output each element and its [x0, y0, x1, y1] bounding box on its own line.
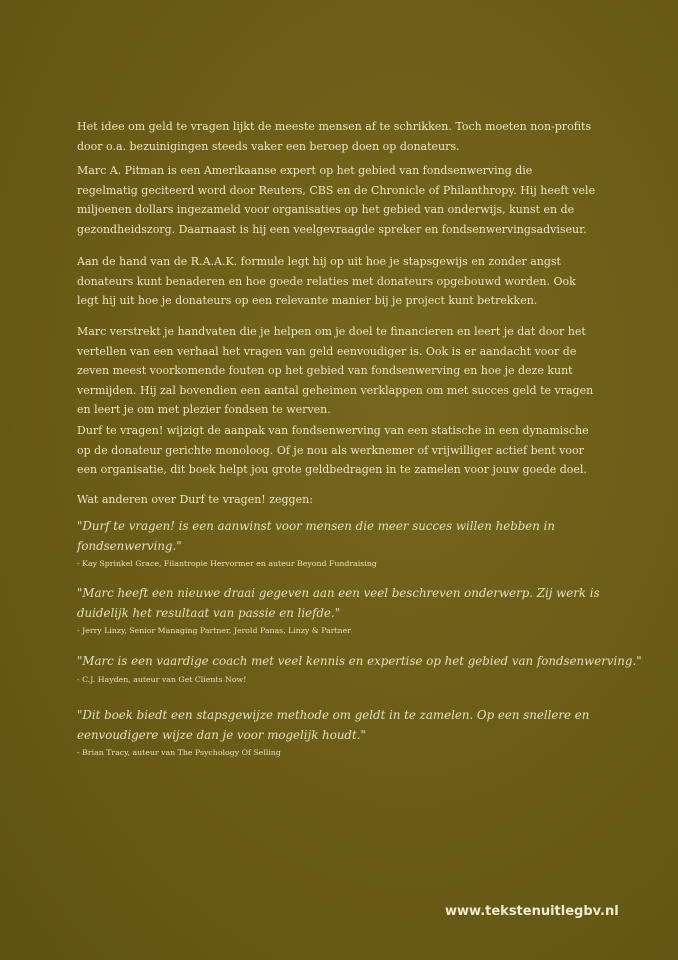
text-line: op de donateur gerichte monoloog. Of je nou als werknemer of vrijwilliger actief bent voor	[77, 443, 584, 457]
method-paragraph	[77, 252, 576, 311]
content-paragraph	[77, 322, 593, 420]
text-line: Aan de hand van de R.A.A.K. formule legt hij op uit hoe je stapsgewijs en zonder angst	[77, 255, 561, 268]
text-line: legt hij uit hoe je donateurs op een relevante manier bij je project kunt betrekken.	[77, 294, 538, 307]
text-line: gezondheidszorg. Daarnaast is hij een veelgevraagde spreker en fondsenwervingsadviseur.	[77, 222, 587, 236]
text-line: door o.a. bezuinigingen steeds vaker een beroep doen op donateurs.	[77, 139, 460, 153]
text-line: vertellen van een verhaal het vragen van geld eenvoudiger is. Ook is er aandacht voor de	[77, 344, 577, 358]
quote-line: eenvoudigere wijze dan je voor mogelijk houdt."	[77, 727, 366, 742]
text-line: vermijden. Hij zal bovendien een aantal geheimen verklappen om met succes geld te vragen	[77, 383, 594, 397]
quote-attribution: - Brian Tracy, auteur van The Psychology Of Selling	[77, 748, 281, 757]
quote-line: fondsenwerving."	[77, 538, 182, 553]
text-line: zeven meest voorkomende fouten op het gebied van fondsenwerving en hoe je deze kunt	[77, 364, 573, 377]
quote-attribution: - Jerry Linzy, Senior Managing Partner, Jerold Panas, Linzy & Partner	[77, 626, 351, 635]
review-quote	[77, 652, 642, 686]
summary-paragraph	[77, 421, 589, 480]
quote-line: "Durf te vragen! is een aanwinst voor mensen die meer succes willen hebben in	[77, 519, 556, 533]
author-paragraph	[77, 161, 595, 239]
text-line: Wat anderen over Durf te vragen! zeggen:	[77, 493, 313, 506]
text-line: Het idee om geld te vragen lijkt de meeste mensen af te schrikken. Toch moeten non-profits	[77, 120, 592, 133]
quote-line: "Marc heeft een nieuwe draai gegeven aan een veel beschreven onderwerp. Zij werk is	[77, 586, 600, 600]
text-line: Marc A. Pitman is een Amerikaanse expert op het gebied van fondsenwerving die	[77, 164, 533, 177]
reviews-heading	[77, 490, 313, 510]
text-line: donateurs kunt benaderen en hoe goede relaties met donateurs opgebouwd worden. Ook	[77, 274, 576, 288]
text-line: een organisatie, dit boek helpt jou grote geldbedragen in te zamelen voor jouw goede doel.	[77, 463, 587, 476]
quote-attribution: - C.J. Hayden, auteur van Get Clients Now!	[77, 674, 247, 684]
text-line: miljoenen dollars ingezameld voor organisaties op het gebied van onderwijs, kunst en de	[77, 203, 575, 216]
quote-line: duidelijk het resultaat van passie en liefde."	[77, 605, 341, 620]
review-quote	[77, 517, 555, 570]
quote-line: "Marc is een vaardige coach met veel kennis en expertise op het gebied van fondsenwerving."	[77, 654, 642, 668]
review-quote	[77, 706, 589, 759]
intro-paragraph	[77, 117, 591, 156]
text-line: regelmatig geciteerd word door Reuters, CBS en de Chronicle of Philanthropy. Hij heeft vele	[77, 183, 596, 197]
website-url: www.tekstenuitlegbv.nl	[445, 904, 619, 919]
text-line: Marc verstrekt je handvaten die je helpen om je doel te financieren en leert je dat door het	[77, 325, 586, 338]
quote-attribution: - Kay Sprinkel Grace, Filantropie Hervormer en auteur Beyond Fundraising	[77, 559, 377, 568]
quote-line: "Dit boek biedt een stapsgewijze methode om geldt in te zamelen. Op een snellere en	[77, 708, 590, 722]
text-line: en leert je om met plezier fondsen te werven.	[77, 403, 331, 416]
review-quote	[77, 584, 600, 637]
text-line: Durf te vragen! wijzigt de aanpak van fondsenwerving van een statische in een dynamische	[77, 424, 589, 437]
